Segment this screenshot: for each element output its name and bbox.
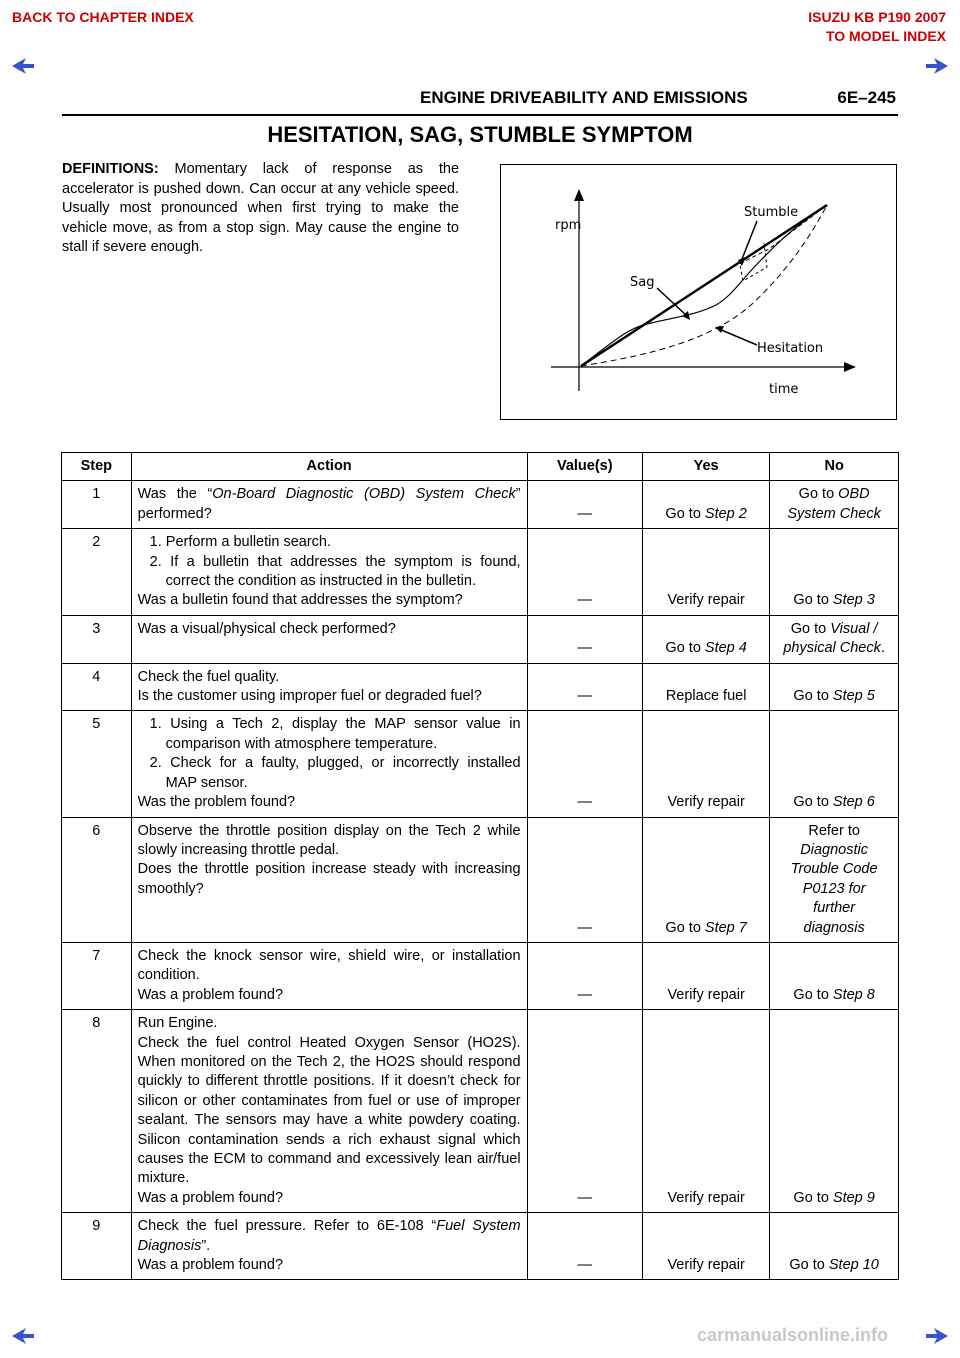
step-yes: Verify repair	[642, 1213, 769, 1280]
step-value: —	[527, 1010, 642, 1213]
col-values-header: Value(s)	[527, 453, 642, 481]
table-row	[62, 1213, 899, 1280]
step-number: 9	[62, 1213, 132, 1280]
x-axis-arrow-icon	[844, 362, 856, 372]
table-row	[62, 529, 899, 616]
step-action: Observe the throttle position display on the Tech 2 while slowly increasing throttle pedal. Does the throttle position increase steady with increasing smoothly?	[131, 817, 527, 942]
symptom-graph	[501, 165, 896, 419]
step-yes: Go to Step 4	[642, 615, 769, 663]
step-value: —	[527, 663, 642, 711]
step-value: —	[527, 481, 642, 529]
diagnostic-table	[61, 452, 899, 1280]
step-action: 1. Perform a bulletin search. 2. If a bulletin that addresses the symptom is found, correct the condition as instructed in the bulletin. Was a bulletin found that addresses the symptom?	[131, 529, 527, 616]
definitions-paragraph	[62, 160, 459, 258]
step-value: —	[527, 529, 642, 616]
step-no: Go to OBD System Check	[770, 481, 899, 529]
step-yes: Verify repair	[642, 529, 769, 616]
step-no: Go to Step 10	[770, 1213, 899, 1280]
step-yes: Verify repair	[642, 1010, 769, 1213]
col-no-header: No	[770, 453, 899, 481]
prev-page-arrow-icon[interactable]	[12, 58, 34, 74]
stumble-label: Stumble	[744, 205, 799, 220]
step-yes: Verify repair	[642, 942, 769, 1009]
table-row	[62, 711, 899, 817]
step-action: Check the fuel pressure. Refer to 6E-108 “Fuel System Diagnosis”. Was a problem found?	[131, 1213, 527, 1280]
table-row	[62, 942, 899, 1009]
step-yes: Go to Step 2	[642, 481, 769, 529]
step-number: 7	[62, 942, 132, 1009]
step-value: —	[527, 711, 642, 817]
table-row	[62, 1010, 899, 1213]
step-action: Was a visual/physical check performed?	[131, 615, 527, 663]
step-action: Check the knock sensor wire, shield wire, or installation condition. Was a problem found?	[131, 942, 527, 1009]
back-to-chapter-link[interactable]: BACK TO CHAPTER INDEX	[12, 9, 194, 25]
step-value: —	[527, 817, 642, 942]
step-action: Run Engine. Check the fuel control Heated Oxygen Sensor (HO2S). When monitored on the Tech 2, the HO2S should respond quickly to different throttle positions. If it doesn’t check for silicon or other contaminates from fuel or use of improper sealant. The sensors may have a white powdery coating. Silicon contamination sends a rich exhaust signal which causes the ECM to command and excessively lean air/fuel mixture. Was a problem found?	[131, 1010, 527, 1213]
step-yes: Verify repair	[642, 711, 769, 817]
y-axis-label: rpm	[555, 218, 582, 233]
col-yes-header: Yes	[642, 453, 769, 481]
header-rule	[62, 114, 898, 116]
definitions-text: Momentary lack of response as the accelerator is pushed down. Can occur at any vehicle speed. Usually most pronounced when first trying to make the vehicle move, as from a stop sign. May cause the engine to stall if severe enough.	[62, 161, 460, 255]
step-value: —	[527, 615, 642, 663]
col-action-header: Action	[131, 453, 527, 481]
step-no: Go to Step 8	[770, 942, 899, 1009]
step-action: 1. Using a Tech 2, display the MAP sensor value in comparison with atmosphere temperature. 2. Check for a faulty, plugged, or incorrectly installed MAP sensor. Was the problem found?	[131, 711, 527, 817]
table-row	[62, 817, 899, 942]
step-number: 4	[62, 663, 132, 711]
watermark: carmanualsonline.info	[696, 1325, 888, 1345]
step-number: 8	[62, 1010, 132, 1213]
step-no: Go to Step 5	[770, 663, 899, 711]
footer-prev-arrow-icon[interactable]	[12, 1328, 34, 1344]
step-number: 3	[62, 615, 132, 663]
table-row	[62, 615, 899, 663]
step-no: Go to Step 3	[770, 529, 899, 616]
step-value: —	[527, 1213, 642, 1280]
page-number: 6E–245	[837, 88, 896, 107]
step-action: Check the fuel quality. Is the customer using improper fuel or degraded fuel?	[131, 663, 527, 711]
step-number: 1	[62, 481, 132, 529]
table-row	[62, 663, 899, 711]
step-number: 2	[62, 529, 132, 616]
step-yes: Replace fuel	[642, 663, 769, 711]
table-row	[62, 481, 899, 529]
step-number: 6	[62, 817, 132, 942]
col-step-header: Step	[62, 453, 132, 481]
step-no: Go to Step 6	[770, 711, 899, 817]
hesitation-label: Hesitation	[757, 341, 824, 356]
footer-next-arrow-icon[interactable]	[926, 1328, 948, 1344]
to-model-index-link[interactable]: TO MODEL INDEX	[825, 28, 946, 44]
step-action: Was the “On-Board Diagnostic (OBD) System Check” performed?	[131, 481, 527, 529]
step-yes: Go to Step 7	[642, 817, 769, 942]
table-header-row	[62, 453, 899, 481]
x-axis-label: time	[769, 382, 799, 397]
step-no: Go to Step 9	[770, 1010, 899, 1213]
sag-label: Sag	[630, 275, 655, 290]
page-title: HESITATION, SAG, STUMBLE SYMPTOM	[267, 122, 693, 147]
step-no: Refer to Diagnostic Trouble Code P0123 for further diagnosis	[770, 817, 899, 942]
step-value: —	[527, 942, 642, 1009]
definitions-label: DEFINITIONS:	[62, 161, 159, 177]
y-axis-arrow-icon	[574, 189, 584, 201]
symptom-graph-figure	[500, 164, 897, 420]
section-header: ENGINE DRIVEABILITY AND EMISSIONS	[420, 88, 748, 107]
step-no: Go to Visual / physical Check.	[770, 615, 899, 663]
step-number: 5	[62, 711, 132, 817]
model-title[interactable]: ISUZU KB P190 2007	[808, 9, 946, 25]
next-page-arrow-icon[interactable]	[926, 58, 948, 74]
